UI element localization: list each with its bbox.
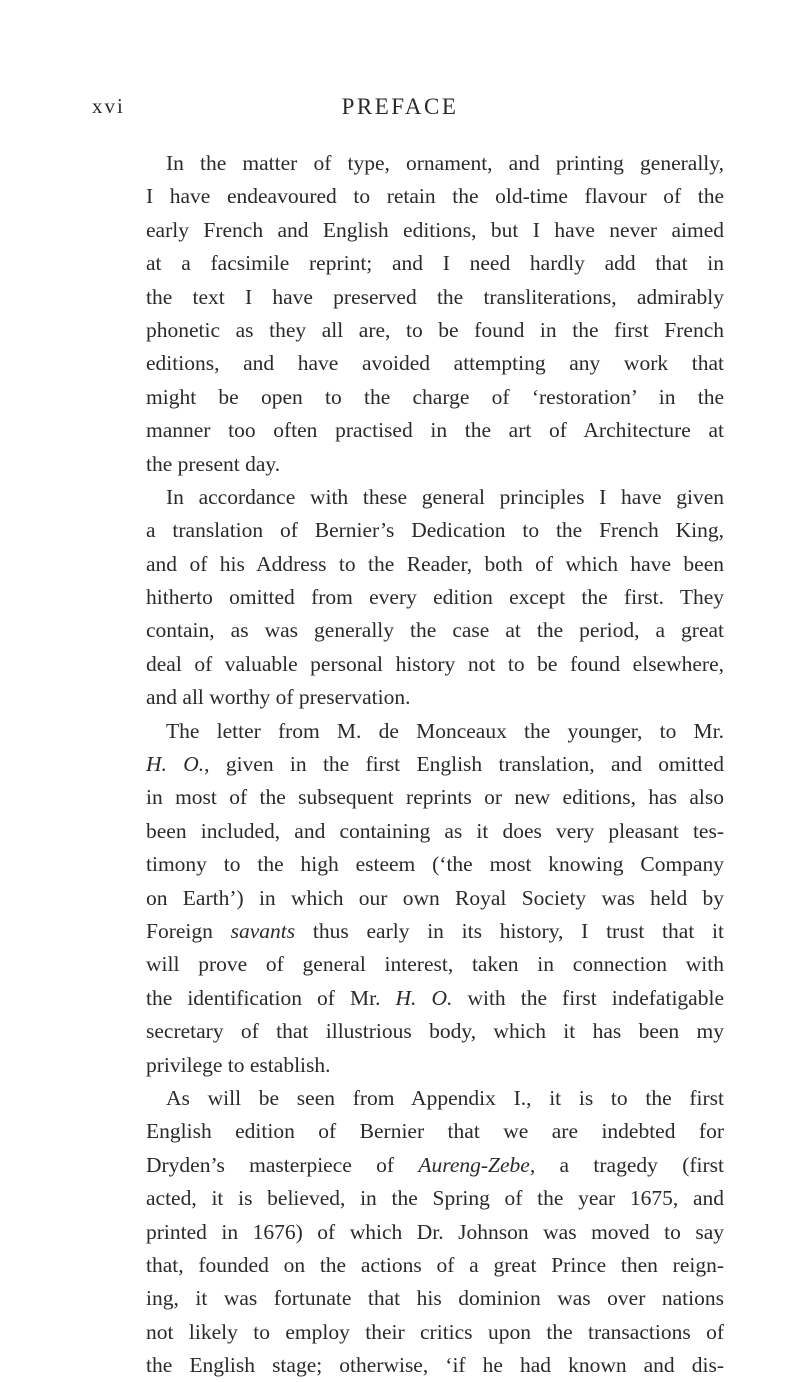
text-line: might be open to the charge of ‘restoration’ in the — [146, 384, 724, 409]
text-line: the present day. — [146, 451, 281, 476]
text-segment: a tragedy (first — [535, 1152, 724, 1177]
text-segment: , given in the first English translation, and omitted — [204, 752, 724, 777]
text-line: ing, it was fortunate that his dominion was over nations — [146, 1286, 724, 1311]
text-segment: the identification of Mr. — [146, 985, 396, 1010]
text-line: deal of valuable personal history not to be found elsewhere, — [146, 651, 724, 676]
text-line: that, founded on the actions of a great Prince then reign- — [146, 1252, 724, 1277]
body-text — [146, 147, 724, 1382]
text-line: I have endeavoured to retain the old-time flavour of the — [146, 184, 724, 209]
page-number: xvi — [92, 94, 125, 118]
italic-text: Aureng-Zebe, — [418, 1152, 536, 1177]
italic-text: savants — [230, 918, 296, 943]
text-line: As will be seen from Appendix I., it is to the first — [166, 1085, 724, 1110]
text-line: timony to the high esteem (‘the most knowing Company — [146, 852, 724, 877]
text-line: editions, and have avoided attempting any work that — [146, 351, 724, 376]
text-line: The letter from M. de Monceaux the younger, to Mr. — [166, 718, 724, 743]
text-line: English edition of Bernier that we are indebted for — [146, 1119, 724, 1144]
italic-text: H. O. — [146, 752, 205, 777]
text-line: the English stage; otherwise, ‘if he had known and dis- — [146, 1353, 724, 1378]
page-header — [0, 94, 800, 124]
text-line: phonetic as they all are, to be found in the first French — [146, 317, 724, 342]
text-segment: thus early in its history, I trust that it — [295, 918, 724, 943]
text-line: contain, as was generally the case at the period, a great — [146, 618, 724, 643]
running-head: PREFACE — [341, 94, 459, 119]
text-line: In accordance with these general principles I have given — [166, 484, 724, 509]
text-line: secretary of that illustrious body, which it has been my — [146, 1019, 724, 1044]
text-line: hitherto omitted from every edition except the first. They — [146, 585, 724, 610]
text-line: privilege to establish. — [146, 1052, 331, 1077]
text-segment: Foreign — [146, 918, 231, 943]
text-line: printed in 1676) of which Dr. Johnson was moved to say — [146, 1219, 724, 1244]
text-segment: Dryden’s masterpiece of — [146, 1152, 419, 1177]
text-line: on Earth’) in which our own Royal Society was held by — [146, 885, 724, 910]
text-line: not likely to employ their critics upon the transactions of — [146, 1319, 724, 1344]
text-line: and all worthy of preservation. — [146, 685, 411, 710]
text-line: at a facsimile reprint; and I need hardly add that in — [146, 251, 724, 276]
text-line — [146, 1149, 724, 1182]
text-line: early French and English editions, but I have never aimed — [146, 217, 724, 242]
text-line — [146, 748, 724, 781]
italic-text: H. O. — [395, 985, 453, 1010]
text-segment: with the first indefatigable — [452, 985, 724, 1010]
text-line: In the matter of type, ornament, and printing generally, — [166, 151, 724, 175]
text-line: manner too often practised in the art of Architecture at — [146, 418, 724, 443]
text-line: will prove of general interest, taken in connection with — [146, 952, 724, 977]
text-line: the text I have preserved the transliterations, admirably — [146, 284, 724, 309]
text-line: a translation of Bernier’s Dedication to the French King, — [146, 518, 724, 543]
text-line: in most of the subsequent reprints or new editions, has also — [146, 785, 724, 810]
text-line — [146, 915, 724, 948]
text-line: been included, and containing as it does very pleasant tes- — [146, 818, 724, 843]
text-line: and of his Address to the Reader, both of which have been — [146, 551, 724, 576]
text-line: acted, it is believed, in the Spring of the year 1675, and — [146, 1186, 724, 1211]
text-line — [146, 982, 724, 1015]
